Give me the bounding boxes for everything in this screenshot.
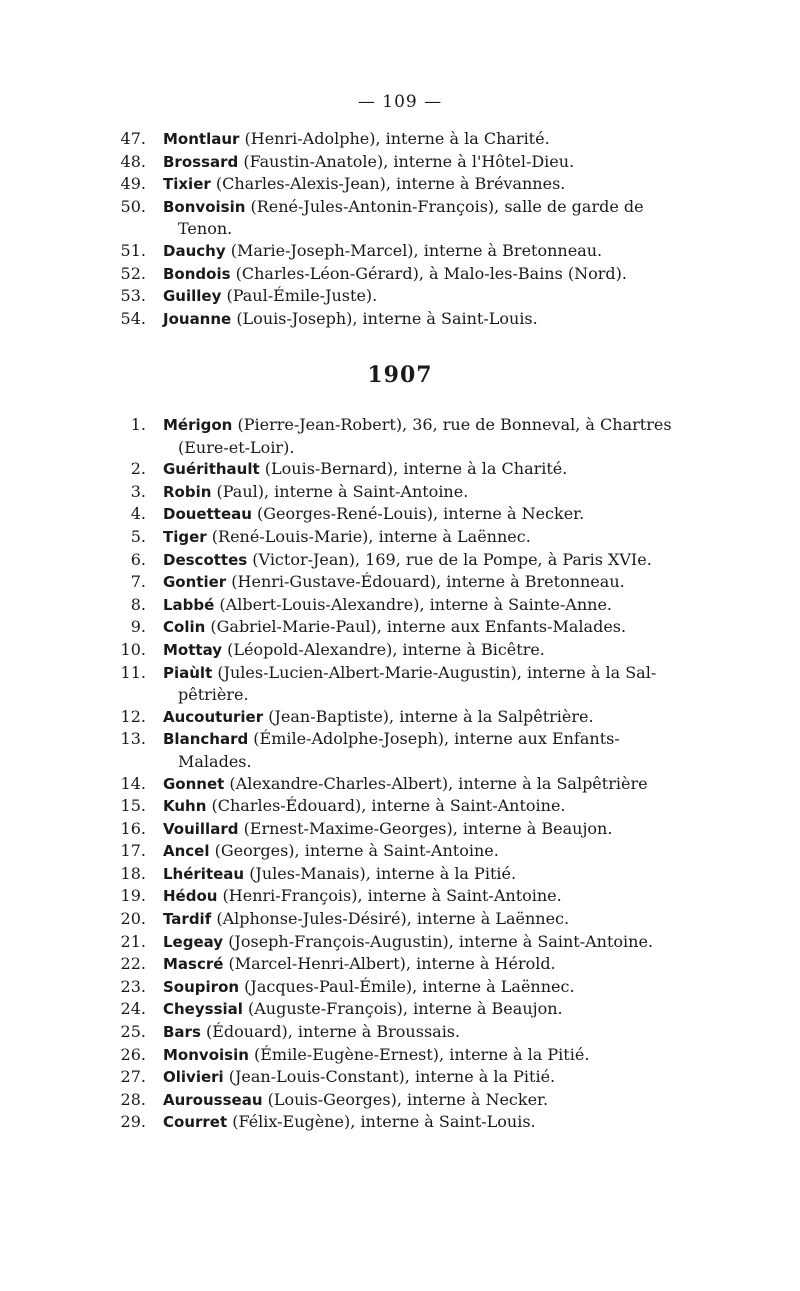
list-item	[0, 549, 800, 572]
entry-number: 27.	[120, 1067, 146, 1087]
entry-number: 12.	[120, 706, 146, 726]
entry-details: (Jules-Manais), interne à la Pitié.	[249, 863, 517, 883]
list-item	[0, 1111, 800, 1134]
entry-text	[163, 151, 683, 174]
entry-surname: Guérithault	[163, 460, 260, 479]
entry-text	[163, 128, 683, 151]
entry-text	[163, 998, 683, 1021]
entry-text	[163, 863, 683, 886]
list-item	[0, 1066, 800, 1089]
list-item	[0, 571, 800, 594]
entry-surname: Aucouturier	[163, 707, 264, 726]
list-item	[0, 414, 800, 458]
entry-surname: Montlaur	[163, 130, 240, 148]
entry-surname: Blanchard	[163, 730, 249, 749]
entry-number: 3.	[130, 481, 146, 501]
entry-number: 1.	[130, 415, 146, 434]
entry-text	[163, 196, 683, 240]
entry-number: 20.	[120, 909, 146, 929]
entry-number: 17.	[120, 841, 146, 861]
entry-number: 28.	[120, 1089, 146, 1109]
entry-number: 18.	[120, 863, 146, 883]
entry-details: (René-Jules-Antonin-François), salle de garde de	[250, 196, 644, 216]
entry-details: (René-Louis-Marie), interne à Laënnec.	[211, 526, 531, 546]
entry-details: (Émile-Eugène-Ernest), interne à la Pitié.	[253, 1044, 590, 1064]
entry-details: (Jean-Baptiste), interne à la Salpêtrière.	[268, 706, 594, 726]
entry-text	[163, 308, 683, 331]
entry-number: 22.	[120, 954, 146, 974]
list-item	[0, 240, 800, 263]
list-item	[0, 953, 800, 976]
entry-details: (Georges-René-Louis), interne à Necker.	[257, 504, 585, 524]
entry-details: (Jean-Louis-Constant), interne à la Pitié.	[228, 1067, 556, 1087]
entry-surname: Gonnet	[163, 774, 225, 793]
entry-details: (Alexandre-Charles-Albert), interne à la Salpêtrière	[229, 773, 648, 793]
list-item	[0, 526, 800, 549]
entry-text	[163, 240, 683, 263]
list-item	[0, 998, 800, 1021]
entry-text	[163, 728, 683, 772]
entry-text	[163, 285, 683, 308]
entry-details: (Albert-Louis-Alexandre), interne à Sainte-Anne.	[219, 594, 613, 614]
entry-surname: Descottes	[163, 550, 248, 569]
entry-details: (Édouard), interne à Broussais.	[205, 1022, 461, 1042]
entry-number: 49.	[120, 174, 146, 194]
list-item	[0, 616, 800, 639]
entry-number: 53.	[120, 286, 146, 306]
entry-text	[163, 571, 683, 594]
list-item	[0, 128, 800, 151]
list-item	[0, 706, 800, 729]
entry-number: 50.	[120, 196, 146, 216]
entry-surname: Guilley	[163, 287, 222, 306]
entry-text	[163, 818, 683, 841]
list-item	[0, 795, 800, 818]
entry-number: 5.	[130, 526, 146, 546]
year-heading: 1907	[367, 362, 433, 388]
entry-text	[163, 526, 683, 549]
entry-surname: Lhériteau	[163, 864, 245, 883]
entry-list-1907	[0, 414, 800, 1134]
list-item	[0, 818, 800, 841]
entry-text	[163, 1044, 683, 1067]
list-item	[0, 1089, 800, 1112]
entry-number: 29.	[120, 1112, 146, 1132]
entry-number: 9.	[130, 617, 146, 637]
entry-surname: Robin	[163, 482, 212, 501]
entry-surname: Tixier	[163, 175, 211, 194]
entry-text	[163, 773, 683, 796]
entry-surname: Gontier	[163, 573, 227, 592]
list-item	[0, 662, 800, 706]
entry-details: (Louis-Bernard), interne à la Charité.	[264, 459, 568, 479]
entry-text	[163, 173, 683, 196]
entry-text	[163, 795, 683, 818]
entry-details: (Paul-Émile-Juste).	[226, 286, 378, 306]
entry-details: (Alphonse-Jules-Désiré), interne à Laënnec.	[216, 909, 570, 929]
entry-surname: Bonvoisin	[163, 197, 246, 216]
entry-continuation: Tenon.	[178, 219, 233, 239]
entry-surname: Brossard	[163, 152, 239, 171]
page-number: — 109 —	[357, 92, 443, 112]
entry-surname: Tardif	[163, 910, 212, 929]
entry-surname: Vouillard	[163, 819, 239, 838]
list-item	[0, 885, 800, 908]
entry-details: (Gabriel-Marie-Paul), interne aux Enfants-Malades.	[210, 617, 627, 637]
entry-text	[163, 931, 683, 954]
entry-surname: Jouanne	[163, 309, 232, 328]
entry-number: 15.	[120, 796, 146, 816]
entry-surname: Monvoisin	[163, 1045, 249, 1064]
list-item	[0, 481, 800, 504]
entry-text	[163, 953, 683, 976]
entry-surname: Colin	[163, 618, 206, 637]
entry-number: 8.	[130, 594, 146, 614]
list-item	[0, 1021, 800, 1044]
entry-text	[163, 594, 683, 617]
entry-text	[163, 458, 683, 481]
entry-text	[163, 908, 683, 931]
entry-surname: Soupiron	[163, 977, 240, 996]
entry-details: (Léopold-Alexandre), interne à Bicêtre.	[227, 639, 545, 659]
entry-details: (Faustin-Anatole), interne à l'Hôtel-Dieu.	[243, 151, 575, 171]
entry-surname: Bondois	[163, 264, 231, 283]
entry-text	[163, 1089, 683, 1112]
entry-details: (Ernest-Maxime-Georges), interne à Beaujon.	[243, 818, 613, 838]
list-item	[0, 594, 800, 617]
entry-surname: Mascré	[163, 955, 224, 974]
entry-number: 11.	[120, 662, 146, 682]
list-item	[0, 458, 800, 481]
entry-details: (Henri-Adolphe), interne à la Charité.	[244, 129, 550, 148]
list-item	[0, 728, 800, 772]
list-item	[0, 931, 800, 954]
entry-text	[163, 1111, 683, 1134]
entry-number: 4.	[130, 504, 146, 524]
entry-surname: Dauchy	[163, 241, 226, 260]
entry-surname: Mérigon	[163, 416, 233, 434]
entry-number: 47.	[120, 129, 146, 148]
entry-surname: Ancel	[163, 842, 210, 861]
entry-continuation: Malades.	[178, 751, 252, 771]
entry-number: 21.	[120, 931, 146, 951]
entry-surname: Olivieri	[163, 1068, 224, 1087]
entry-details: (Joseph-François-Augustin), interne à Saint-Antoine.	[228, 931, 654, 951]
entry-details: (Georges), interne à Saint-Antoine.	[214, 841, 499, 861]
entry-text	[163, 481, 683, 504]
list-item	[0, 173, 800, 196]
entry-text	[163, 263, 683, 286]
entry-number: 52.	[120, 263, 146, 283]
entry-number: 23.	[120, 976, 146, 996]
entry-surname: Piaùlt	[163, 663, 213, 682]
list-item	[0, 263, 800, 286]
entry-details: (Charles-Édouard), interne à Saint-Antoine.	[211, 796, 566, 816]
entry-text	[163, 1066, 683, 1089]
list-item	[0, 976, 800, 999]
entry-number: 51.	[120, 240, 146, 260]
list-item	[0, 908, 800, 931]
entry-text	[163, 503, 683, 526]
entry-surname: Cheyssial	[163, 1000, 243, 1019]
entry-surname: Aurousseau	[163, 1090, 263, 1109]
entry-details: (Marcel-Henri-Albert), interne à Hérold.	[228, 954, 556, 974]
list-item	[0, 639, 800, 662]
entry-continuation: pêtrière.	[178, 685, 249, 705]
entry-surname: Legeay	[163, 932, 224, 951]
entry-text	[163, 706, 683, 729]
entry-list-1906	[0, 128, 800, 330]
entry-details: (Émile-Adolphe-Joseph), interne aux Enfants-	[253, 729, 620, 749]
list-item	[0, 308, 800, 331]
entry-details: (Paul), interne à Saint-Antoine.	[216, 481, 469, 501]
entry-text	[163, 976, 683, 999]
entry-number: 48.	[120, 151, 146, 171]
list-item	[0, 503, 800, 526]
entry-surname: Tiger	[163, 527, 207, 546]
entry-surname: Bars	[163, 1023, 201, 1042]
entry-text	[163, 549, 683, 572]
list-item	[0, 840, 800, 863]
entry-number: 54.	[120, 308, 146, 328]
entry-text	[163, 1021, 683, 1044]
entry-details: (Auguste-François), interne à Beaujon.	[248, 999, 563, 1019]
entry-number: 25.	[120, 1022, 146, 1042]
entry-text	[163, 616, 683, 639]
entry-number: 6.	[130, 549, 146, 569]
list-item	[0, 773, 800, 796]
entry-details: (Henri-François), interne à Saint-Antoine.	[222, 886, 562, 906]
entry-details: (Pierre-Jean-Robert), 36, rue de Bonneval, à Chartres	[237, 415, 672, 434]
entry-surname: Courret	[163, 1113, 228, 1132]
list-item	[0, 151, 800, 174]
entry-number: 10.	[120, 639, 146, 659]
entry-surname: Labbé	[163, 595, 215, 614]
entry-number: 14.	[120, 773, 146, 793]
entry-number: 16.	[120, 818, 146, 838]
entry-details: (Jules-Lucien-Albert-Marie-Augustin), interne à la Sal-	[217, 662, 657, 682]
entry-surname: Douetteau	[163, 505, 252, 524]
entry-text	[163, 662, 683, 706]
entry-surname: Kuhn	[163, 797, 207, 816]
entry-details: (Félix-Eugène), interne à Saint-Louis.	[232, 1112, 536, 1132]
entry-number: 26.	[120, 1044, 146, 1064]
entry-details: (Charles-Alexis-Jean), interne à Brévannes.	[215, 174, 566, 194]
list-item	[0, 285, 800, 308]
entry-details: (Marie-Joseph-Marcel), interne à Bretonneau.	[230, 240, 603, 260]
list-item	[0, 863, 800, 886]
entry-details: (Henri-Gustave-Édouard), interne à Bretonneau.	[231, 572, 625, 592]
entry-text	[163, 885, 683, 908]
entry-number: 19.	[120, 886, 146, 906]
entry-continuation: (Eure-et-Loir).	[178, 437, 295, 457]
entry-number: 7.	[130, 572, 146, 592]
entry-details: (Charles-Léon-Gérard), à Malo-les-Bains (Nord).	[235, 263, 627, 283]
entry-number: 13.	[120, 729, 146, 749]
entry-number: 24.	[120, 999, 146, 1019]
list-item	[0, 1044, 800, 1067]
entry-surname: Hédou	[163, 887, 218, 906]
entry-details: (Victor-Jean), 169, rue de la Pompe, à Paris XVIe.	[252, 549, 652, 569]
entry-details: (Louis-Georges), interne à Necker.	[267, 1089, 549, 1109]
entry-text	[163, 840, 683, 863]
entry-details: (Louis-Joseph), interne à Saint-Louis.	[236, 308, 538, 328]
entry-details: (Jacques-Paul-Émile), interne à Laënnec.	[244, 976, 575, 996]
list-item	[0, 196, 800, 240]
entry-surname: Mottay	[163, 640, 223, 659]
entry-number: 2.	[130, 459, 146, 479]
entry-text	[163, 639, 683, 662]
entry-text	[163, 414, 683, 458]
